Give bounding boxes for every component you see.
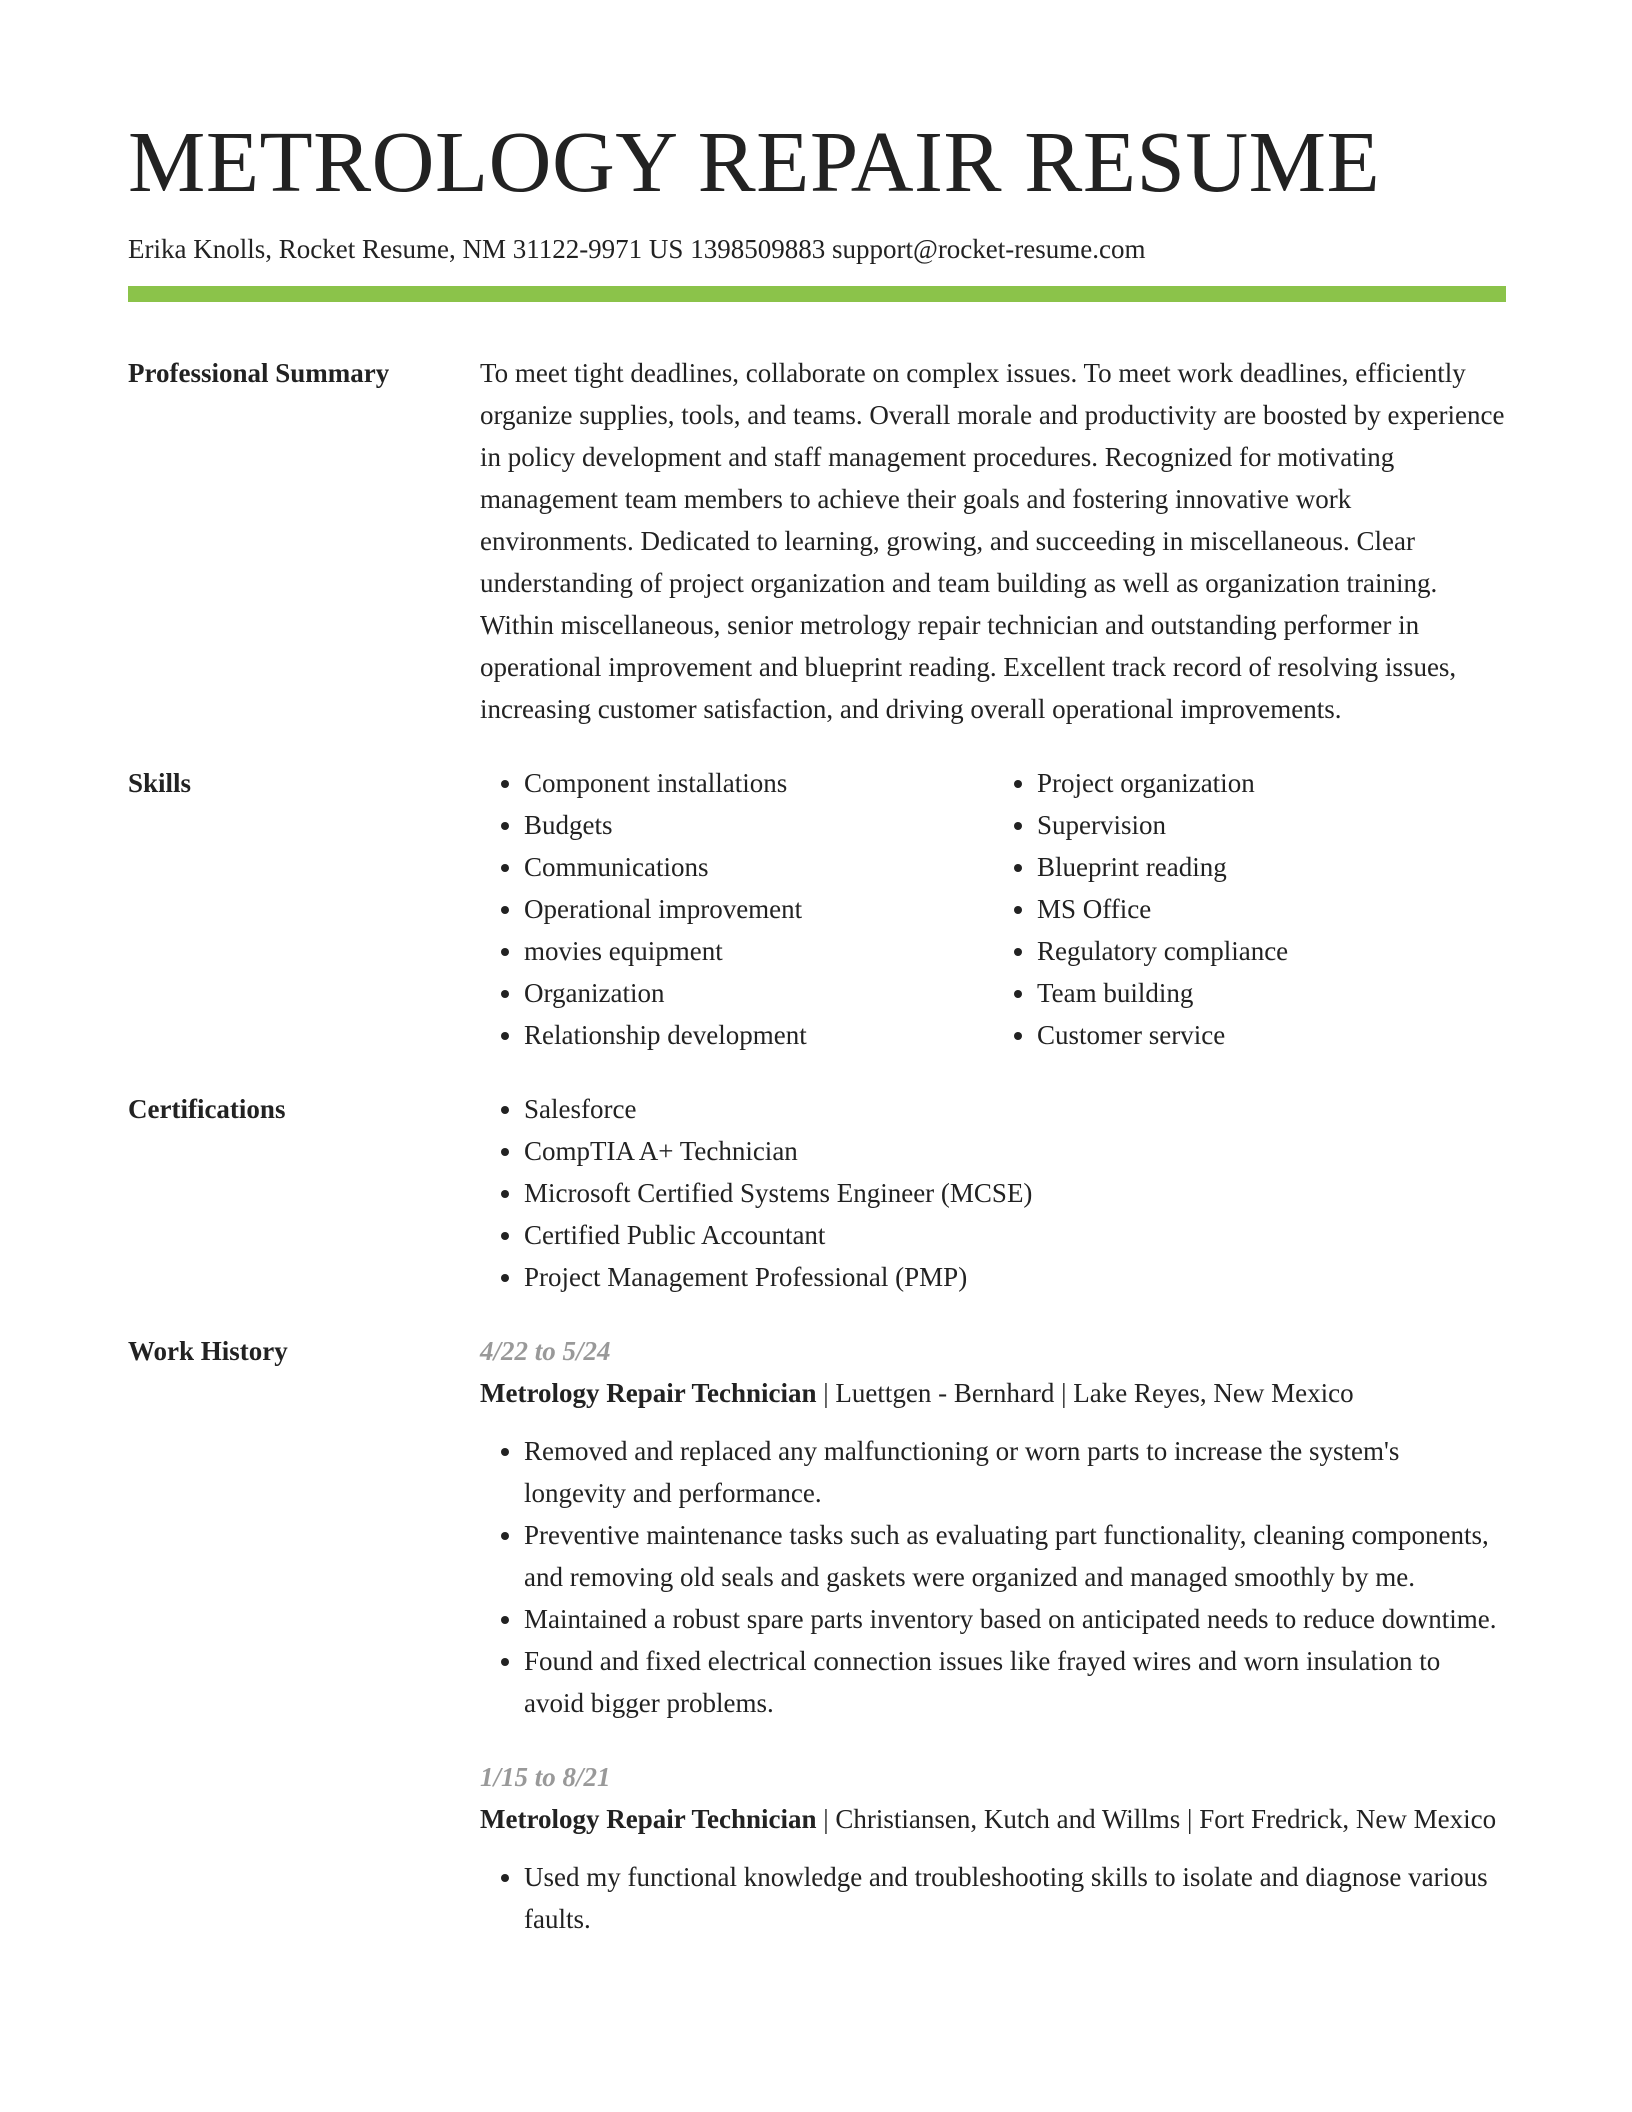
job-entry xyxy=(480,1330,1506,1724)
job-bullet: • Found and fixed electrical connection issues like frayed wires and worn insulation to avoid bigger problems. xyxy=(524,1640,1506,1724)
certification-item: • Certified Public Accountant xyxy=(524,1214,1506,1256)
skills-heading: Skills xyxy=(128,768,192,798)
certification-item: • Microsoft Certified Systems Engineer (MCSE) xyxy=(524,1172,1506,1214)
job-bullets xyxy=(480,1856,1506,1940)
job-title-line xyxy=(480,1798,1506,1840)
summary-heading: Professional Summary xyxy=(128,358,390,388)
skill-item: • Blueprint reading xyxy=(1037,846,1506,888)
resume-sections xyxy=(128,352,1506,1972)
job-bullets xyxy=(480,1430,1506,1724)
certifications-section xyxy=(128,1088,1506,1330)
skill-item: • Organization xyxy=(524,972,993,1014)
certification-item: • CompTIA A+ Technician xyxy=(524,1130,1506,1172)
certification-item: • Salesforce xyxy=(524,1088,1506,1130)
job-dates: 4/22 to 5/24 xyxy=(480,1336,611,1366)
skill-item: • Supervision xyxy=(1037,804,1506,846)
certification-item: • Project Management Professional (PMP) xyxy=(524,1256,1506,1298)
skill-item: • Communications xyxy=(524,846,993,888)
summary-section xyxy=(128,352,1506,762)
skill-item: • Project organization xyxy=(1037,762,1506,804)
accent-divider xyxy=(128,286,1506,302)
skills-list-left xyxy=(480,762,993,1056)
job-title-line xyxy=(480,1372,1506,1414)
job-title: Metrology Repair Technician xyxy=(480,1378,817,1408)
contact-info: Erika Knolls, Rocket Resume, NM 31122-9971 US 1398509883 support@rocket-resume.com xyxy=(128,234,1146,264)
skill-item: • Team building xyxy=(1037,972,1506,1014)
job-dates: 1/15 to 8/21 xyxy=(480,1762,611,1792)
skill-item: • Relationship development xyxy=(524,1014,993,1056)
skill-item: • Component installations xyxy=(524,762,993,804)
skill-item: • Customer service xyxy=(1037,1014,1506,1056)
skill-item: • movies equipment xyxy=(524,930,993,972)
job-entry xyxy=(480,1756,1506,1940)
skill-item: • Operational improvement xyxy=(524,888,993,930)
job-employer-location: | Christiansen, Kutch and Willms | Fort Fredrick, New Mexico xyxy=(816,1804,1497,1834)
skill-item: • Budgets xyxy=(524,804,993,846)
job-bullet: • Removed and replaced any malfunctioning or worn parts to increase the system's longevity and performance. xyxy=(524,1430,1506,1514)
page-title: METROLOGY REPAIR RESUME xyxy=(128,113,1381,210)
skill-item: • MS Office xyxy=(1037,888,1506,930)
job-bullet: • Maintained a robust spare parts inventory based on anticipated needs to reduce downtime. xyxy=(524,1598,1506,1640)
job-employer-location: | Luettgen - Bernhard | Lake Reyes, New Mexico xyxy=(816,1378,1354,1408)
skills-list-right xyxy=(993,762,1506,1056)
summary-text: To meet tight deadlines, collaborate on complex issues. To meet work deadlines, efficiently organize supplies, tools, and teams. Overall morale and productivity are boosted by experience in policy development and staff management procedures. Recognized for motivating management team members to achieve their goals and fostering innovative work environments. Dedicated to learning, growing, and succeeding in miscellaneous. Clear understanding of project organization and team building as well as organization training. Within miscellaneous, senior metrology repair technician and outstanding performer in operational improvement and blueprint reading. Excellent track record of resolving issues, increasing customer satisfaction, and driving overall operational improvements. xyxy=(480,358,1505,724)
job-title: Metrology Repair Technician xyxy=(480,1804,817,1834)
work-history-heading: Work History xyxy=(128,1336,288,1366)
job-bullet: • Preventive maintenance tasks such as evaluating part functionality, cleaning components, and removing old seals and gaskets were organized and managed smoothly by me. xyxy=(524,1514,1506,1598)
certifications-list xyxy=(480,1088,1506,1298)
job-bullet: • Used my functional knowledge and troubleshooting skills to isolate and diagnose various faults. xyxy=(524,1856,1506,1940)
skill-item: • Regulatory compliance xyxy=(1037,930,1506,972)
work-history-section xyxy=(128,1330,1506,1972)
certifications-heading: Certifications xyxy=(128,1094,286,1124)
skills-section xyxy=(128,762,1506,1088)
